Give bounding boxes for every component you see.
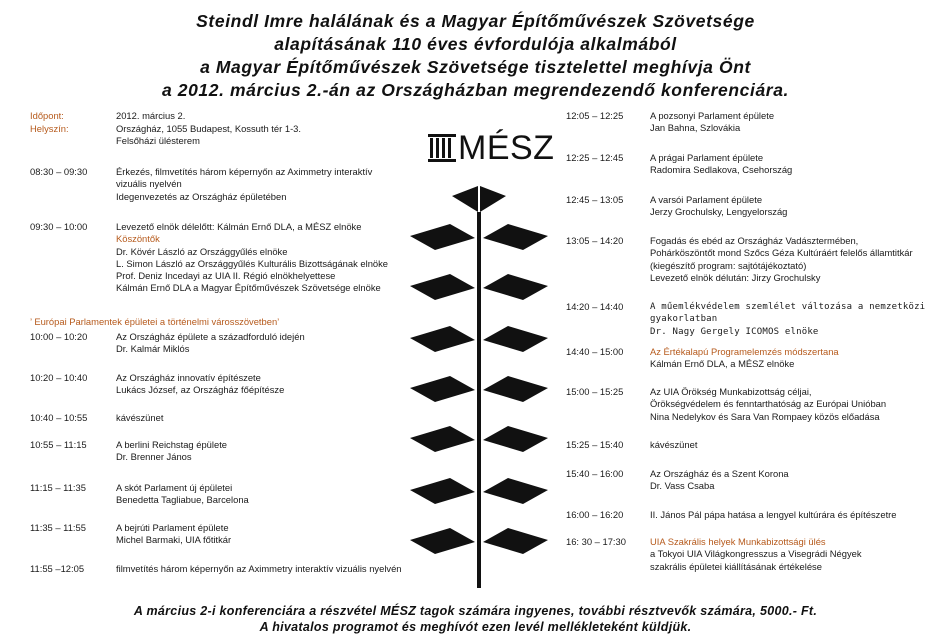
schedule-line: A berlini Reichstag épülete xyxy=(116,439,228,450)
schedule-line: Az Országház épülete a századforduló idején xyxy=(116,331,305,342)
schedule-time: 15:00 – 15:25 xyxy=(566,386,624,397)
place-label: Helyszín: xyxy=(30,123,69,134)
greetings-heading: Köszöntők xyxy=(116,233,160,245)
schedule-line: Michel Barmaki, UIA főtitkár xyxy=(116,534,232,546)
schedule-line: Jerzy Grochulsky, Lengyelország xyxy=(650,206,788,218)
schedule-time: 10:00 – 10:20 xyxy=(30,331,88,342)
schedule-line: Dr. Kövér László az Országgyűlés elnöke xyxy=(116,245,288,257)
header-line-3: a Magyar Építőművészek Szövetsége tisztelettel meghívja Önt xyxy=(200,57,751,77)
mesz-logo xyxy=(428,128,578,168)
header-line-2: alapításának 110 éves évfordulója alkalmából xyxy=(274,34,677,54)
header-line-1: Steindl Imre halálának és a Magyar Építőművészek Szövetsége xyxy=(196,11,755,31)
schedule-line: Levezető elnök délelőtt: Kálmán Ernő DLA, a MÉSZ elnöke xyxy=(116,221,362,232)
schedule-line: Dr. Vass Csaba xyxy=(650,480,715,492)
invitation-header xyxy=(0,10,951,102)
schedule-line: Érkezés, filmvetítés három képernyőn az Aximmetry interaktív xyxy=(116,166,373,177)
schedule-line: kávészünet xyxy=(116,412,164,423)
schedule-line: Kálmán Ernő DLA, a MÉSZ elnöke xyxy=(650,358,795,370)
section-title: ’ Európai Parlamentek épületei a történelmi városszövetben’ xyxy=(30,316,280,327)
schedule-line: Dr. Nagy Gergely ICOMOS elnöke xyxy=(650,326,819,337)
footer-line-1: A március 2-i konferenciára a részvétel MÉSZ tagok számára ingyenes, további résztvevők számára, 5000.- Ft. xyxy=(133,604,818,618)
schedule-time: 13:05 – 14:20 xyxy=(566,235,624,246)
schedule-line: Örökségvédelem és fenntarthatóság az Európai Unióban xyxy=(650,398,887,410)
schedule-line: vizuális nyelvén xyxy=(116,178,182,190)
schedule-time: 12:45 – 13:05 xyxy=(566,194,624,205)
schedule-line: Pohárköszöntőt mond Szőcs Géza Kultúráért felelős államtitkár xyxy=(650,247,913,259)
invitation-footer xyxy=(0,603,951,635)
date-label: Időpont: xyxy=(30,110,64,121)
schedule-line: L. Simon László az Országgyűlés Kulturális Bizottságának elnöke xyxy=(116,257,389,269)
schedule-line: Lukács József, az Országház főépítésze xyxy=(116,384,285,396)
schedule-line: II. János Pál pápa hatása a lengyel kultúrára és építészetre xyxy=(650,509,897,520)
place-value-line-1: Országház, 1055 Budapest, Kossuth tér 1-3. xyxy=(116,123,302,134)
place-value-line-2: Felsőházi ülésterem xyxy=(116,135,200,147)
schedule-line: Nina Nedelykov és Sara Van Rompaey közös előadása xyxy=(650,410,880,422)
date-value: 2012. március 2. xyxy=(116,110,186,121)
schedule-line: Az UIA Örökség Munkabizottság céljai, xyxy=(650,386,812,397)
schedule-line: (kiegészítő program: sajtótájékoztató) xyxy=(650,259,807,271)
schedule-time: 11:15 – 11:35 xyxy=(30,482,86,493)
schedule-time: 10:55 – 11:15 xyxy=(30,439,87,450)
plant-decoration-icon xyxy=(380,178,580,590)
schedule-time: 14:20 – 14:40 xyxy=(566,301,624,312)
schedule-time: 12:25 – 12:45 xyxy=(566,152,624,163)
schedule-line: Fogadás és ebéd az Országház Vadásztermében, xyxy=(650,235,859,246)
schedule-time: 15:40 – 16:00 xyxy=(566,468,624,479)
schedule-line: Levezető elnök délután: Jirzy Grochulsky xyxy=(650,271,821,283)
schedule-time: 16: 30 – 17:30 xyxy=(566,536,626,547)
schedule-line: kávészünet xyxy=(650,439,698,450)
schedule-line: A prágai Parlament épülete xyxy=(650,152,764,163)
schedule-line: Az Értékalapú Programelemzés módszertana xyxy=(650,346,839,357)
schedule-time: 11:55 –12:05 xyxy=(30,563,85,574)
schedule-line: Dr. Kalmár Miklós xyxy=(116,343,190,355)
schedule-line: UIA Szakrális helyek Munkabizottsági ülés xyxy=(650,536,826,547)
header-line-4: a 2012. március 2.-án az Országházban megrendezendő konferenciára. xyxy=(161,80,790,100)
schedule-time: 11:35 – 11:55 xyxy=(30,522,86,533)
footer-line-2: A hivatalos programot és meghívót ezen levél mellékleteként küldjük. xyxy=(259,620,692,634)
schedule-time: 14:40 – 15:00 xyxy=(566,346,624,357)
schedule-line: Radomira Sedlakova, Csehország xyxy=(650,164,793,176)
schedule-line: Benedetta Tagliabue, Barcelona xyxy=(116,494,249,506)
schedule-line: A műemlékvédelem szemlélet változása a nemzetközi xyxy=(650,302,926,312)
schedule-line: gyakorlatban xyxy=(650,314,718,325)
schedule-line: A pozsonyi Parlament épülete xyxy=(650,110,775,121)
schedule-line: A bejrúti Parlament épülete xyxy=(116,522,229,533)
schedule-line: Dr. Brenner János xyxy=(116,451,192,463)
schedule-time: 09:30 – 10:00 xyxy=(30,221,88,232)
columns-icon xyxy=(428,134,456,164)
schedule-time: 08:30 – 09:30 xyxy=(30,166,88,177)
schedule-line: filmvetítés három képernyőn az Aximmetry interaktív vizuális nyelvén xyxy=(116,563,402,574)
schedule-line: Prof. Deniz Incedayi az UIA II. Régió elnökhelyettese xyxy=(116,270,336,282)
schedule-line: a Tokyoi UIA Világkongresszus a Visegrádi Négyek xyxy=(650,548,862,560)
schedule-line: Az Országház és a Szent Korona xyxy=(650,468,789,479)
schedule-line: Idegenvezetés az Országház épületében xyxy=(116,190,287,202)
schedule-time: 12:05 – 12:25 xyxy=(566,110,624,121)
schedule-time: 10:20 – 10:40 xyxy=(30,372,88,383)
schedule-line: Az Országház innovatív építészete xyxy=(116,372,261,383)
schedule-time: 10:40 – 10:55 xyxy=(30,412,88,423)
schedule-line: A varsói Parlament épülete xyxy=(650,194,763,205)
schedule-line: A skót Parlament új épületei xyxy=(116,482,233,493)
schedule-line: Jan Bahna, Szlovákia xyxy=(650,122,741,134)
logo-text: MÉSZ xyxy=(458,129,555,167)
schedule-time: 15:25 – 15:40 xyxy=(566,439,624,450)
schedule-line: szakrális épületei kiállításának értékelése xyxy=(650,560,822,572)
schedule-line: Kálmán Ernő DLA a Magyar Építőművészek Szövetsége elnöke xyxy=(116,282,381,294)
schedule-time: 16:00 – 16:20 xyxy=(566,509,624,520)
